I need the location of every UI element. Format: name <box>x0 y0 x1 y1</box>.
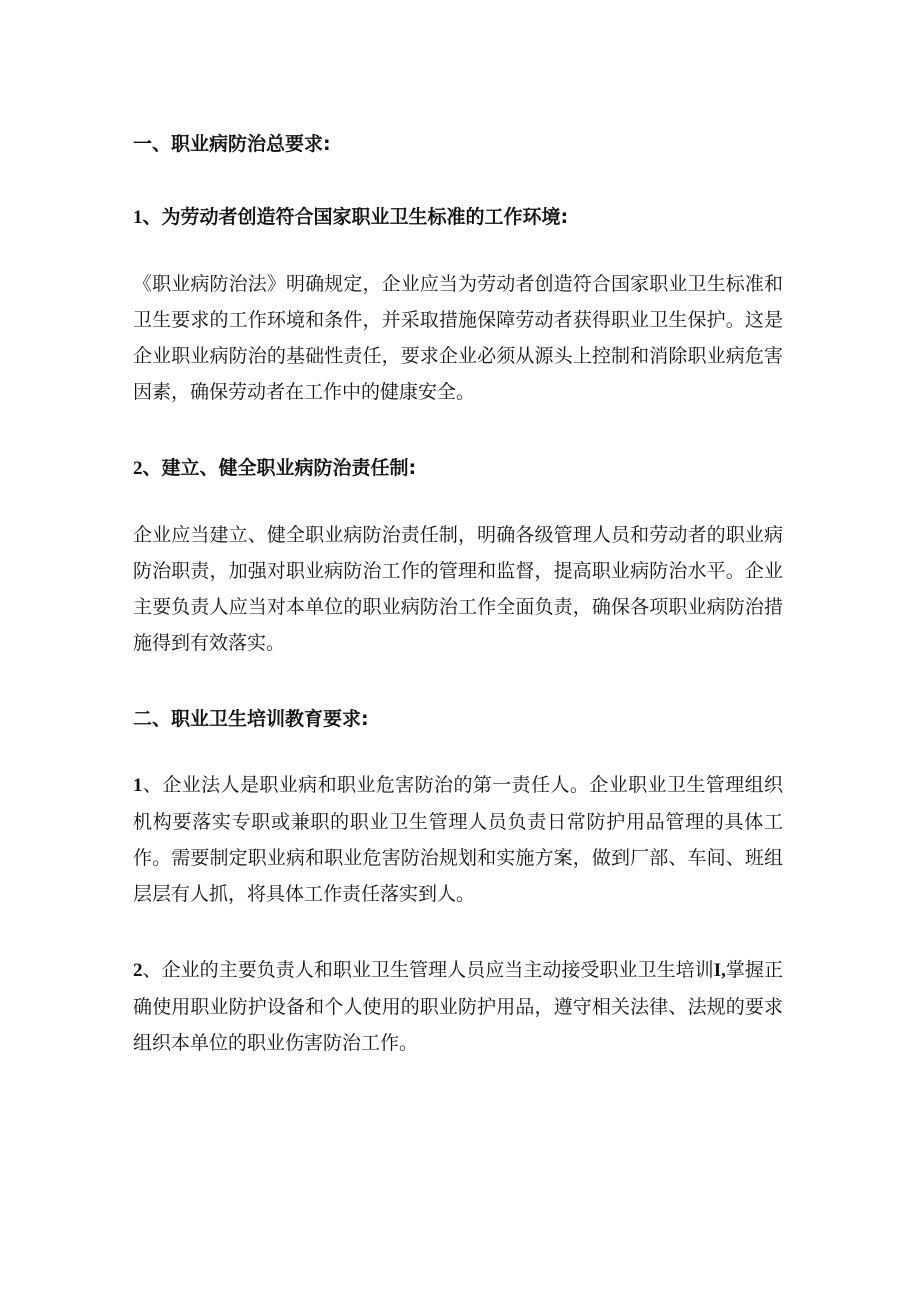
section-2-item-1-body <box>133 767 783 912</box>
item-body-text: 、企业法人是职业病和职业危害防治的第一责任人。企业职业卫生管理组织机构要落实专职或兼职的职业卫生管理人员负责日常防护用品管理的具体工作。需要制定职业病和职业危害防治规划和实施方案，做到厂部、车间、班组层层有人抓，将具体工作责任落实到人。 <box>133 774 783 905</box>
section-2-heading: 二、职业卫生培训教育要求: <box>133 708 369 730</box>
section-2-item-2-body <box>133 952 783 1061</box>
item-number: 2 <box>133 458 143 479</box>
item-number: 1 <box>133 775 143 796</box>
section-1-item-2-heading <box>133 452 783 485</box>
item-number: 2 <box>133 960 143 981</box>
section-1-item-1-heading <box>133 201 783 234</box>
section-1-item-2-body: 企业应当建立、健全职业病防治责任制，明确各级管理人员和劳动者的职业病防治职责，加强对职业病防治工作的管理和监督，提高职业病防治水平。企业主要负责人应当对本单位的职业病防治工作全面负责，确保各项职业病防治措施得到有效落实。 <box>133 524 783 654</box>
document-content <box>133 128 783 1061</box>
item-number: 1 <box>133 207 143 228</box>
item-body-text-rest: 掌握正确使用职业防护设备和个人使用的职业防护用品，遵守相关法律、法规的要求组织本单位的职业伤害防治工作。 <box>133 959 783 1054</box>
item-body-text-start: 、企业的主要负责人和职业卫生管理人员应当主动接受职业卫生培训 <box>142 959 714 981</box>
item-end-mark: I, <box>713 960 726 981</box>
item-heading-text: 、建立、健全职业病防治责任制: <box>142 457 417 479</box>
section-1-item-1-body: 《职业病防治法》明确规定，企业应当为劳动者创造符合国家职业卫生标准和卫生要求的工作环境和条件，并采取措施保障劳动者获得职业卫生保护。这是企业职业病防治的基础性责任，要求企业必须从源头上控制和消除职业病危害因素，确保劳动者在工作中的健康安全。 <box>133 273 783 403</box>
item-heading-text: 、为劳动者创造符合国家职业卫生标准的工作环境: <box>142 206 569 228</box>
section-1-heading: 一、职业病防治总要求: <box>133 133 331 155</box>
